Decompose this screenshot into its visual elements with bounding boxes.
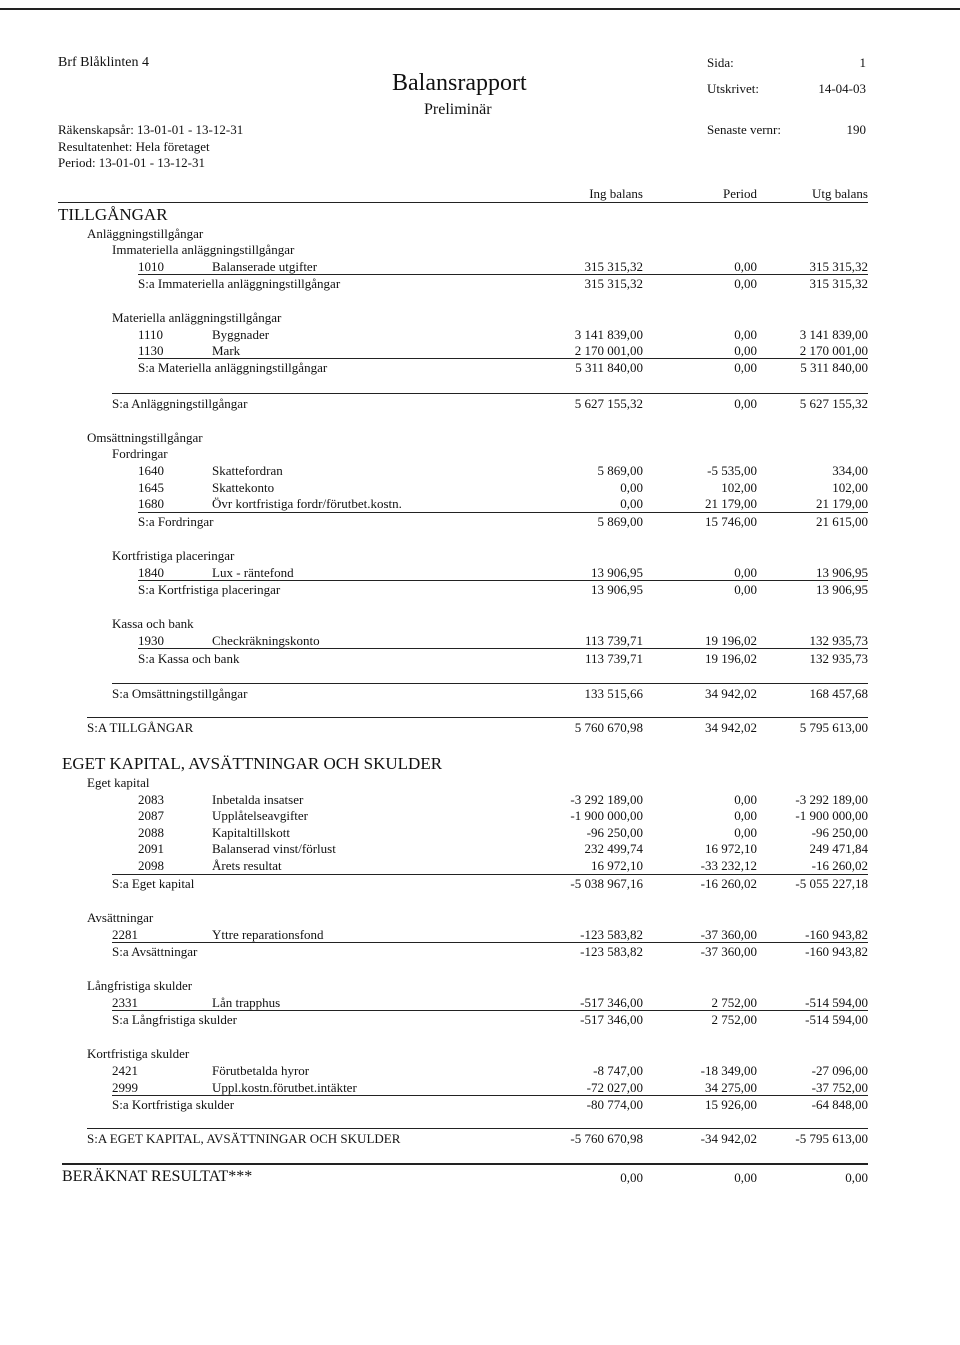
- period-value: 0,00: [734, 825, 757, 840]
- col-period: Period: [723, 186, 757, 201]
- period-value: 0,00: [734, 343, 757, 358]
- account-name: Lux - räntefond: [212, 565, 294, 580]
- subtotal-label: S:a Anläggningstillgångar: [112, 396, 248, 411]
- subtotal-rule: [138, 274, 868, 275]
- closing-value: 249 471,84: [809, 841, 868, 856]
- period-value: 0,00: [734, 792, 757, 807]
- closing-value: -160 943,82: [805, 927, 868, 942]
- opening-value: 0,00: [620, 1170, 643, 1185]
- opening-value: -3 292 189,00: [570, 792, 643, 807]
- period-value: 34 275,00: [705, 1080, 757, 1095]
- period-value: -33 232,12: [700, 858, 757, 873]
- closing-value: 3 141 839,00: [799, 327, 868, 342]
- report-subtitle: Preliminär: [424, 101, 492, 118]
- opening-value: 315 315,32: [584, 259, 643, 274]
- total-label: S:A TILLGÅNGAR: [87, 720, 194, 735]
- account-number: 1930: [138, 633, 164, 648]
- closing-value: 102,00: [832, 480, 868, 495]
- closing-value: -96 250,00: [811, 825, 868, 840]
- closing-value: 13 906,95: [816, 565, 868, 580]
- closing-value: -64 848,00: [811, 1097, 868, 1112]
- page-number: 1: [859, 55, 866, 70]
- period-range: Period: 13-01-01 - 13-12-31: [58, 155, 205, 170]
- closing-value: 2 170 001,00: [799, 343, 868, 358]
- account-number: 1110: [138, 327, 164, 342]
- subtotal-label: S:a Materiella anläggningstillgångar: [138, 360, 328, 375]
- account-number: 2098: [138, 858, 164, 873]
- closing-value: -3 292 189,00: [795, 792, 868, 807]
- opening-value: -8 747,00: [593, 1063, 643, 1078]
- account-name: Uppl.kostn.förutbet.intäkter: [212, 1080, 357, 1095]
- closing-value: 21 615,00: [816, 514, 868, 529]
- period-value: 15 746,00: [705, 514, 757, 529]
- opening-value: 5 627 155,32: [574, 396, 643, 411]
- provisions-heading: Avsättningar: [87, 910, 154, 925]
- result-unit: Resultatenhet: Hela företaget: [58, 139, 210, 154]
- closing-value: 5 627 155,32: [799, 396, 868, 411]
- closing-value: -5 055 227,18: [795, 876, 868, 891]
- opening-value: 5 760 670,98: [574, 720, 643, 735]
- account-name: Inbetalda insatser: [212, 792, 304, 807]
- page-label: Sida:: [707, 55, 734, 70]
- closing-value: 21 179,00: [816, 496, 868, 511]
- account-name: Skattekonto: [212, 480, 275, 495]
- period-value: 0,00: [734, 360, 757, 375]
- opening-value: -123 583,82: [580, 927, 643, 942]
- closing-value: -514 594,00: [805, 1012, 868, 1027]
- cash-heading: Kassa och bank: [112, 616, 194, 631]
- opening-value: 232 499,74: [584, 841, 643, 856]
- account-number: 2999: [112, 1080, 138, 1095]
- subtotal-rule: [112, 1095, 868, 1096]
- closing-value: 13 906,95: [816, 582, 868, 597]
- opening-value: 315 315,32: [584, 276, 643, 291]
- account-number: 2087: [138, 808, 164, 823]
- subtotal-label: S:a Fordringar: [138, 514, 214, 529]
- opening-value: 0,00: [620, 480, 643, 495]
- opening-value: -72 027,00: [586, 1080, 643, 1095]
- total-rule: [87, 717, 868, 718]
- subtotal-rule: [112, 683, 868, 684]
- closing-value: 0,00: [845, 1170, 868, 1185]
- period-value: 19 196,02: [705, 651, 757, 666]
- account-name: Balanserade utgifter: [212, 259, 318, 274]
- subtotal-label: S:a Omsättningstillgångar: [112, 686, 248, 701]
- closing-value: 315 315,32: [809, 276, 868, 291]
- last-ver-label: Senaste vernr:: [707, 122, 782, 137]
- account-number: 2281: [112, 927, 138, 942]
- closing-value: -5 795 613,00: [795, 1131, 868, 1146]
- subtotal-label: S:a Långfristiga skulder: [112, 1012, 237, 1027]
- period-value: 15 926,00: [705, 1097, 757, 1112]
- period-value: 0,00: [734, 565, 757, 580]
- account-name: Checkräkningskonto: [212, 633, 320, 648]
- col-closing-balance: Utg balans: [812, 186, 868, 201]
- subtotal-rule: [112, 393, 868, 394]
- closing-value: -160 943,82: [805, 944, 868, 959]
- opening-value: 0,00: [620, 496, 643, 511]
- scan-top-border: [0, 0, 960, 10]
- period-value: 34 942,02: [705, 686, 757, 701]
- opening-value: 13 906,95: [591, 582, 643, 597]
- period-value: 21 179,00: [705, 496, 757, 511]
- shortterm-heading: Kortfristiga skulder: [87, 1046, 190, 1061]
- opening-value: -80 774,00: [586, 1097, 643, 1112]
- account-number: 2331: [112, 995, 138, 1010]
- subtotal-label: S:a Eget kapital: [112, 876, 195, 891]
- period-value: 0,00: [734, 327, 757, 342]
- period-value: -37 360,00: [700, 927, 757, 942]
- closing-value: 5 795 613,00: [799, 720, 868, 735]
- fiscal-year: Räkenskapsår: 13-01-01 - 13-12-31: [58, 122, 244, 137]
- period-value: 34 942,02: [705, 720, 757, 735]
- account-number: 2091: [138, 841, 164, 856]
- account-name: Skattefordran: [212, 463, 283, 478]
- result-label: BERÄKNAT RESULTAT***: [62, 1168, 253, 1185]
- account-name: Årets resultat: [212, 858, 282, 873]
- period-value: 0,00: [734, 582, 757, 597]
- period-value: -18 349,00: [700, 1063, 757, 1078]
- current-assets-heading: Omsättningstillgångar: [87, 430, 203, 445]
- period-value: 16 972,10: [705, 841, 757, 856]
- opening-value: 5 869,00: [597, 463, 643, 478]
- association-name: Brf Blåklinten 4: [58, 55, 149, 70]
- placements-heading: Kortfristiga placeringar: [112, 548, 235, 563]
- account-name: Övr kortfristiga fordr/förutbet.kostn.: [212, 496, 402, 511]
- printed-date: 14-04-03: [818, 81, 866, 96]
- period-value: 19 196,02: [705, 633, 757, 648]
- closing-value: 5 311 840,00: [800, 360, 868, 375]
- closing-value: 168 457,68: [809, 686, 868, 701]
- closing-value: -16 260,02: [811, 858, 868, 873]
- liabilities-heading: EGET KAPITAL, AVSÄTTNINGAR OCH SKULDER: [62, 754, 443, 773]
- account-number: 1645: [138, 480, 164, 495]
- col-opening-balance: Ing balans: [589, 186, 643, 201]
- period-value: -16 260,02: [700, 876, 757, 891]
- opening-value: 113 739,71: [584, 651, 643, 666]
- subtotal-rule: [112, 942, 868, 943]
- opening-value: -517 346,00: [580, 995, 643, 1010]
- period-value: 0,00: [734, 808, 757, 823]
- subtotal-rule: [138, 580, 868, 581]
- account-number: 1130: [138, 343, 164, 358]
- opening-value: -123 583,82: [580, 944, 643, 959]
- account-name: Lån trapphus: [212, 995, 281, 1010]
- account-number: 1010: [138, 259, 164, 274]
- account-name: Balanserad vinst/förlust: [212, 841, 336, 856]
- subtotal-rule: [138, 512, 868, 513]
- closing-value: -27 096,00: [811, 1063, 868, 1078]
- total-label: S:A EGET KAPITAL, AVSÄTTNINGAR OCH SKULDER: [87, 1131, 401, 1146]
- period-value: 0,00: [734, 259, 757, 274]
- closing-value: 334,00: [832, 463, 868, 478]
- account-name: Byggnader: [212, 327, 270, 342]
- opening-value: 3 141 839,00: [574, 327, 643, 342]
- period-value: 0,00: [734, 276, 757, 291]
- subtotal-label: S:a Kortfristiga skulder: [112, 1097, 235, 1112]
- period-value: -34 942,02: [700, 1131, 757, 1146]
- subtotal-label: S:a Avsättningar: [112, 944, 198, 959]
- closing-value: -37 752,00: [811, 1080, 868, 1095]
- closing-value: -514 594,00: [805, 995, 868, 1010]
- longterm-heading: Långfristiga skulder: [87, 978, 193, 993]
- fixed-assets-heading: Anläggningstillgångar: [87, 226, 204, 241]
- opening-value: 2 170 001,00: [574, 343, 643, 358]
- period-value: -37 360,00: [700, 944, 757, 959]
- report-title: Balansrapport: [392, 70, 527, 96]
- closing-value: 315 315,32: [809, 259, 868, 274]
- account-number: 1680: [138, 496, 164, 511]
- account-name: Kapitaltillskott: [212, 825, 290, 840]
- opening-value: 113 739,71: [584, 633, 643, 648]
- tangible-heading: Materiella anläggningstillgångar: [112, 310, 282, 325]
- account-name: Mark: [212, 343, 241, 358]
- account-name: Upplåtelseavgifter: [212, 808, 309, 823]
- period-value: 102,00: [721, 480, 757, 495]
- subtotal-rule: [112, 1010, 868, 1011]
- opening-value: 5 869,00: [597, 514, 643, 529]
- opening-value: -1 900 000,00: [570, 808, 643, 823]
- period-value: -5 535,00: [707, 463, 757, 478]
- subtotal-label: S:a Kassa och bank: [138, 651, 240, 666]
- subtotal-rule: [112, 874, 868, 875]
- account-number: 2088: [138, 825, 164, 840]
- period-value: 0,00: [734, 1170, 757, 1185]
- opening-value: -5 760 670,98: [570, 1131, 643, 1146]
- opening-value: 13 906,95: [591, 565, 643, 580]
- account-number: 1840: [138, 565, 164, 580]
- receivables-heading: Fordringar: [112, 446, 168, 461]
- period-value: 0,00: [734, 396, 757, 411]
- opening-value: 133 515,66: [584, 686, 643, 701]
- period-value: 2 752,00: [711, 1012, 757, 1027]
- total-rule: [87, 1128, 868, 1129]
- subtotal-rule: [138, 648, 868, 649]
- header-rule: [58, 202, 868, 203]
- last-ver-number: 190: [846, 122, 866, 137]
- account-name: Förutbetalda hyror: [212, 1063, 310, 1078]
- opening-value: 5 311 840,00: [575, 360, 643, 375]
- subtotal-rule: [138, 358, 868, 359]
- printed-label: Utskrivet:: [707, 81, 759, 96]
- equity-heading: Eget kapital: [87, 775, 150, 790]
- closing-value: 132 935,73: [809, 651, 868, 666]
- closing-value: -1 900 000,00: [795, 808, 868, 823]
- period-value: 2 752,00: [711, 995, 757, 1010]
- closing-value: 132 935,73: [809, 633, 868, 648]
- intangible-heading: Immateriella anläggningstillgångar: [112, 242, 295, 257]
- account-number: 2083: [138, 792, 164, 807]
- account-number: 1640: [138, 463, 164, 478]
- subtotal-label: S:a Kortfristiga placeringar: [138, 582, 281, 597]
- account-name: Yttre reparationsfond: [212, 927, 324, 942]
- account-number: 2421: [112, 1063, 138, 1078]
- subtotal-label: S:a Immateriella anläggningstillgångar: [138, 276, 341, 291]
- opening-value: 16 972,10: [591, 858, 643, 873]
- opening-value: -517 346,00: [580, 1012, 643, 1027]
- assets-heading: TILLGÅNGAR: [58, 205, 168, 224]
- result-rule: [62, 1163, 868, 1165]
- opening-value: -5 038 967,16: [570, 876, 643, 891]
- opening-value: -96 250,00: [586, 825, 643, 840]
